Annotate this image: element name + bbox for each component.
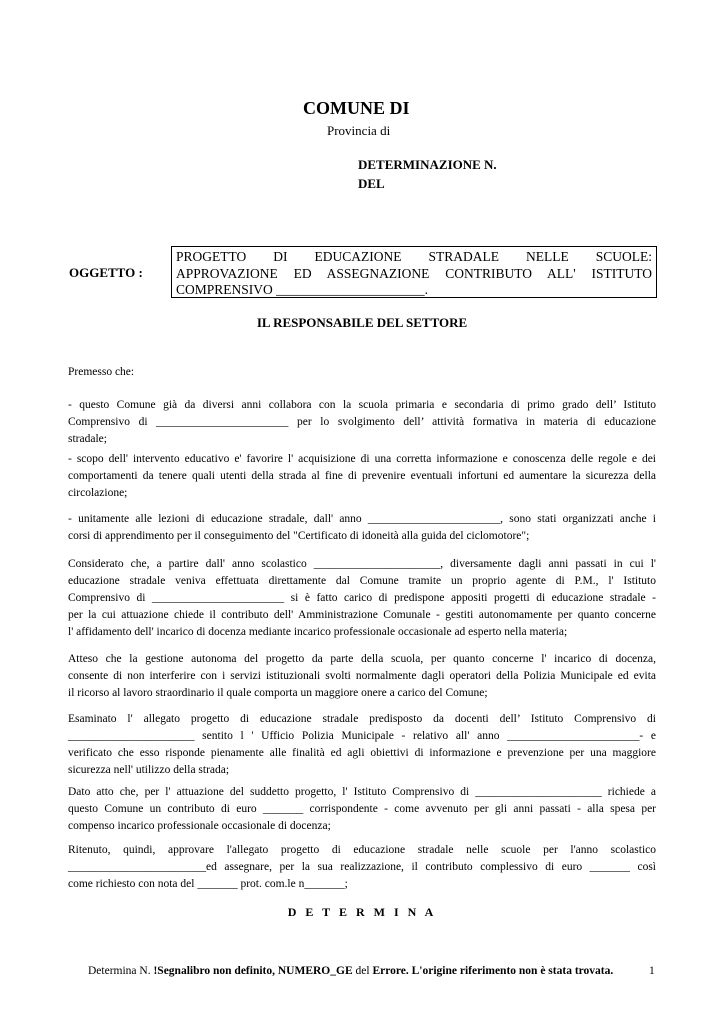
footer-field-error: !Segnalibro non definito, NUMERO_GE bbox=[153, 965, 353, 977]
page-number: 1 bbox=[649, 965, 655, 977]
determina-heading: D E T E R M I N A bbox=[287, 905, 437, 919]
paragraph-purpose bbox=[68, 451, 656, 502]
paragraph-approval bbox=[68, 842, 656, 893]
paragraph-line: Comprensivo di _______________________ per lo svolgimento dell’ attività formativa in materia di educazione bbox=[68, 416, 656, 428]
paragraph-line: Considerato che, a partire dall' anno scolastico ______________________, diversamente dagli anni passati in cui l' bbox=[68, 558, 656, 570]
paragraph-collaboration bbox=[68, 397, 656, 448]
paragraph-line: educazione stradale veniva effettuata direttamente dal Comune tramite un proprio agente di P.M., l' Istituto bbox=[68, 575, 656, 587]
municipality-title: COMUNE DI bbox=[303, 98, 410, 118]
premise-intro bbox=[68, 364, 656, 381]
determination-number: DETERMINAZIONE N. bbox=[358, 157, 497, 172]
paragraph-line: consente di non interferire con i servizi istituzionali svolti normalmente dagli operatori della Polizia Municipale ed evita bbox=[68, 670, 656, 682]
responsible-heading: IL RESPONSABILE DEL SETTORE bbox=[256, 315, 468, 330]
subject-line: COMPRENSIVO ______________________. bbox=[176, 282, 429, 297]
paragraph-line: - unitamente alle lezioni di educazione stradale, dall' anno _______________________, sono stati organizzati anche i bbox=[68, 513, 656, 525]
paragraph-considered bbox=[68, 556, 656, 641]
determination-date: DEL bbox=[358, 176, 385, 191]
paragraph-line: Esaminato l' allegato progetto di educazione stradale predisposto da docenti dell’ Istituto Comprensivo di bbox=[68, 713, 656, 725]
paragraph-line: verificato che esso risponde pienamente alle finalità ed agli obiettivi di informazione e prevenzione per una maggiore bbox=[68, 747, 656, 759]
paragraph-line: come richiesto con nota del _______ prot. com.le n_______; bbox=[68, 878, 348, 890]
paragraph-line: - scopo dell' intervento educativo e' favorire l' acquisizione di una corretta informazione e conoscenza delle regole e dei bbox=[68, 453, 656, 465]
paragraph-line: Comprensivo di _______________________ si è fatto carico di predispone appositi progetti di educazione stradale - bbox=[68, 592, 656, 604]
paragraph-line: - questo Comune già da diversi anni collabora con la scuola primaria e secondaria di primo grado dell’ Istituto bbox=[68, 399, 656, 411]
paragraph-line: Premesso che: bbox=[68, 366, 135, 378]
paragraph-courses bbox=[68, 511, 656, 545]
paragraph-line: Ritenuto, quindi, approvare l'allegato progetto di educazione stradale nelle scuole per l'anno scolastico bbox=[68, 844, 656, 856]
paragraph-line: per la cui attuazione chiede il contributo dell' Amministrazione Comunale - gestiti autonomamente per quanto concerne bbox=[68, 609, 656, 621]
paragraph-line: compenso incarico professionale occasionale di docenza; bbox=[68, 820, 331, 832]
paragraph-autonomy bbox=[68, 651, 656, 702]
paragraph-line: circolazione; bbox=[68, 487, 128, 499]
paragraph-line: ______________________ sentito l ' Ufficio Polizia Municipale - relativo all' anno _______________________- e bbox=[68, 730, 656, 742]
subject-line: APPROVAZIONE ED ASSEGNAZIONE CONTRIBUTO ALL' ISTITUTO bbox=[176, 265, 652, 281]
subject-line: PROGETTO DI EDUCAZIONE STRADALE NELLE SCUOLE: bbox=[176, 249, 652, 264]
paragraph-line: Dato atto che, per l' attuazione del suddetto progetto, l' Istituto Comprensivo di ______________________ richiede a bbox=[68, 786, 656, 798]
paragraph-contribution bbox=[68, 784, 656, 835]
paragraph-line: ________________________ed assegnare, per la sua realizzazione, il contributo complessivo di euro _______ così bbox=[68, 861, 656, 873]
footer-reference-error: Errore. L'origine riferimento non è stata trovata. bbox=[372, 965, 614, 977]
subject-label: OGGETTO : bbox=[69, 265, 143, 280]
paragraph-examined bbox=[68, 711, 656, 779]
province-line: Provincia di bbox=[327, 123, 391, 138]
paragraph-line: questo Comune un contributo di euro _______ corrispondente - come avvenuto per gli anni passati - alla spesa per bbox=[68, 803, 656, 815]
paragraph-line: comportamenti da tenere quali utenti della strada al fine di prevenire eventuali infortuni ed aumentare la sicurezza della bbox=[68, 470, 656, 482]
page-footer bbox=[88, 965, 613, 977]
footer-middle: del bbox=[352, 965, 373, 977]
paragraph-line: stradale; bbox=[68, 433, 107, 445]
paragraph-line: Atteso che la gestione autonoma del progetto da parte della scuola, per quanto concerne l' incarico di docenza, bbox=[68, 653, 656, 665]
paragraph-line: corsi di apprendimento per il conseguimento del "Certificato di idoneità alla guida del ciclomotore"; bbox=[68, 530, 530, 542]
footer-prefix: Determina N. bbox=[88, 965, 154, 977]
paragraph-line: il ricorso al lavoro straordinario il quale comporta un maggiore onere a carico del Comune; bbox=[68, 687, 488, 699]
paragraph-line: l' affidamento dell' incarico di docenza mediante incarico professionale occasionale ad esperto nella materia; bbox=[68, 626, 568, 638]
subject-box bbox=[171, 246, 657, 298]
paragraph-line: sicurezza nell' utilizzo della strada; bbox=[68, 764, 230, 776]
